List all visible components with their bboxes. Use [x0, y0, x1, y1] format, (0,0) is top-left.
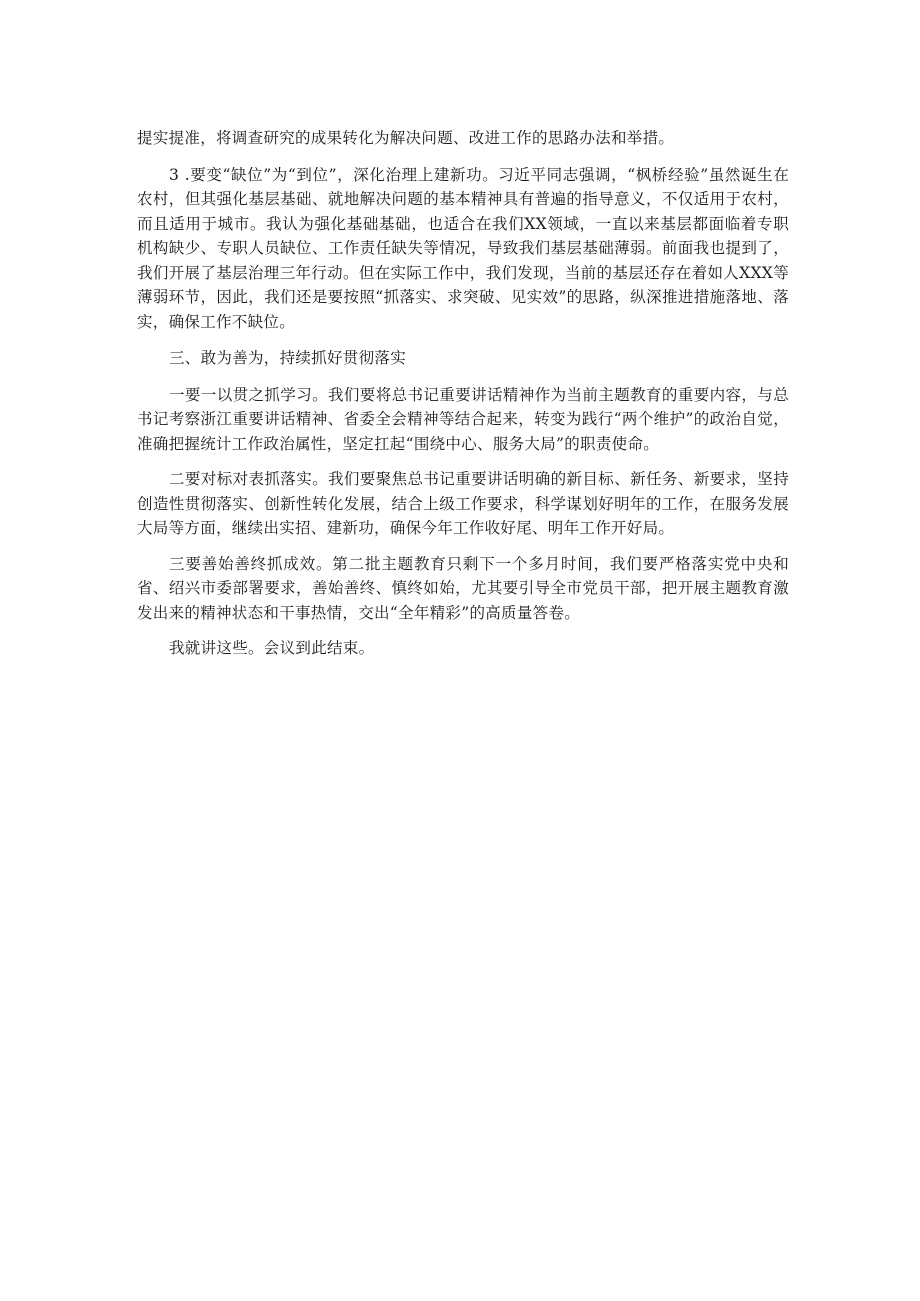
paragraph-implementation: 二要对标对表抓落实。我们要聚焦总书记重要讲话明确的新目标、新任务、新要求，坚持创造性贯彻落实、创新性转化发展，结合上级工作要求，科学谋划好明年的工作，在服务发展大局等方面，继续出实招、建新功，确保今年工作收好尾、明年工作开好局。 [137, 470, 789, 537]
section-heading: 三、敢为善为，持续抓好贯彻落实 [169, 349, 407, 367]
document-page [137, 126, 789, 661]
paragraph-continuation: 提实提准，将调查研究的成果转化为解决问题、改进工作的思路办法和举措。 [137, 129, 675, 147]
paragraph-study: 一要一以贯之抓学习。我们要将总书记重要讲话精神作为当前主题教育的重要内容，与总书记考察浙江重要讲话精神、省委全会精神等结合起来，转变为践行“两个维护”的政治自觉，准确把握统计工作政治属性，坚定扛起“围绕中心、服务大局”的职责使命。 [137, 385, 789, 453]
paragraph-item-3: 3 .要变“缺位”为“到位”，深化治理上建新功。习近平同志强调，“枫桥经验”虽然诞生在农村，但其强化基层基础、就地解决问题的基本精神具有普遍的指导意义，不仅适用于农村，而且适用于城市。我认为强化基础基础，也适合在我们XX领域，一直以来基层都面临着专职机构缺少、专职人员缺位、工作责任缺失等情况，导致我们基层基础薄弱。前面我也提到了，我们开展了基层治理三年行动。但在实际工作中，我们发现，当前的基层还存在着如人XXX等薄弱环节，因此，我们还是要按照“抓落实、求突破、见实效”的思路，纵深推进措施落地、落实，确保工作不缺位。 [137, 165, 789, 331]
paragraph-results: 三要善始善终抓成效。第二批主题教育只剩下一个多月时间，我们要严格落实党中央和省、绍兴市委部署要求，善始善终、慎终如始，尤其要引导全市党员干部，把开展主题教育激发出来的精神状态和干事热情，交出“全年精彩”的高质量答卷。 [137, 554, 789, 622]
paragraph-closing: 我就讲这些。会议到此结束。 [169, 639, 375, 657]
